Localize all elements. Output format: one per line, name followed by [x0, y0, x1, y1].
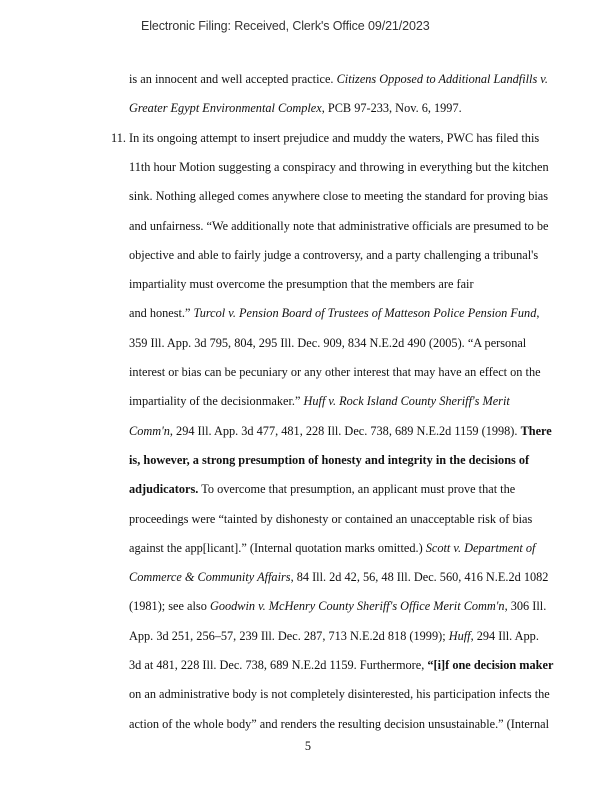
- paragraph-11-line: [129, 365, 541, 380]
- paragraph-11-line: [129, 570, 548, 585]
- body-text-run: , 84 Ill. 2d 42, 56, 48 Ill. Dec. 560, 416 N.E.2d 1082: [290, 570, 549, 585]
- paragraph-11-line: [129, 599, 546, 614]
- body-text-run: ,: [536, 306, 540, 321]
- citation-text: Commerce & Community Affairs: [129, 570, 291, 585]
- body-text-run: objective and able to fairly judge a controversy, and a party challenging a tribunal's: [129, 247, 539, 262]
- emphasis-text: adjudicators.: [129, 482, 199, 497]
- paragraph-11-line: [129, 424, 552, 439]
- body-text-run: , 306 Ill.: [504, 599, 547, 614]
- body-text-run: 3d at 481, 228 Ill. Dec. 738, 689 N.E.2d 1159. Furthermore,: [129, 658, 428, 672]
- paragraph-11-line: [129, 658, 553, 673]
- paragraph-11-line: [129, 189, 548, 204]
- paragraph-11-line: [129, 160, 549, 175]
- paragraph-number: 11.: [111, 130, 126, 145]
- body-text-run: against the app[licant].” (Internal quotation marks omitted.): [129, 540, 426, 555]
- body-text-run: In its ongoing attempt to insert prejudice and muddy the waters, PWC has filed this: [129, 130, 540, 145]
- body-text-run: interest or bias can be pecuniary or any other interest that may have an effect on the: [129, 365, 541, 379]
- body-text-run: is an innocent and well accepted practice.: [129, 72, 337, 86]
- paragraph-11-line: [129, 219, 548, 234]
- body-text-run: action of the whole body” and renders the resulting decision unsustainable.” (Internal: [129, 716, 550, 731]
- paragraph-11-line: [129, 512, 532, 527]
- citation-text: Comm'n: [129, 423, 170, 438]
- emphasis-text: “[i]f one decision maker: [427, 658, 554, 672]
- paragraph-11-line: [129, 717, 549, 732]
- body-text-run: impartiality must overcome the presumption that the members are fair: [129, 277, 474, 292]
- citation-text: Goodwin v. McHenry County Sheriff's Office Merit Comm'n: [209, 599, 505, 614]
- citation-text: Huff v. Rock Island County Sheriff's Merit: [303, 394, 510, 409]
- body-text-run: on an administrative body is not completely disinterested, his participation infects the: [129, 687, 550, 702]
- body-text-run: impartiality of the decisionmaker.”: [129, 394, 304, 409]
- body-text-run: proceedings were “tainted by dishonesty or contained an unacceptable risk of bias: [129, 511, 533, 526]
- paragraph-11-line: [129, 277, 474, 292]
- page-number: 5: [304, 739, 312, 753]
- body-text-run: App. 3d 251, 256–57, 239 Ill. Dec. 287, 713 N.E.2d 818 (1999);: [129, 628, 449, 643]
- body-text-run: 11th hour Motion suggesting a conspiracy and throwing in everything but the kitchen: [129, 159, 549, 174]
- body-text-run: sink. Nothing alleged comes anywhere close to meeting the standard for proving bias: [129, 189, 549, 204]
- citation-text: Huff: [448, 628, 471, 643]
- citation-text: Scott v. Department of: [425, 540, 536, 555]
- paragraph-11-line: [129, 131, 539, 146]
- paragraph-11-line: [129, 394, 510, 409]
- electronic-filing-header: Electronic Filing: Received, Clerk's Office 09/21/2023: [141, 19, 430, 33]
- paragraph-11-line: [129, 453, 529, 468]
- body-text-run: and honest.”: [129, 306, 194, 321]
- emphasis-text: is, however, a strong presumption of honesty and integrity in the decisions of: [129, 452, 530, 467]
- paragraph-11-line: [129, 248, 538, 263]
- paragraph-11-line: [129, 306, 539, 321]
- paragraph-11-line: [129, 482, 515, 497]
- body-text-run: , 294 Ill. App.: [470, 628, 539, 643]
- body-text-run: , PCB 97-233, Nov. 6, 1997.: [321, 101, 462, 116]
- paragraph-11-line: [129, 541, 535, 556]
- body-text-run: (1981); see also: [129, 599, 210, 614]
- paragraph-10-line: [129, 101, 462, 116]
- paragraph-11-line: [129, 629, 539, 644]
- emphasis-text: There: [520, 423, 552, 438]
- body-text-run: 359 Ill. App. 3d 795, 804, 295 Ill. Dec. 909, 834 N.E.2d 490 (2005). “A personal: [129, 335, 527, 350]
- body-text-run: and unfairness. “We additionally note that administrative officials are presumed to be: [129, 218, 549, 233]
- paragraph-11-line: [129, 687, 550, 702]
- citation-text: Greater Egypt Environmental Complex: [129, 101, 322, 116]
- paragraph-10-line: [129, 72, 548, 87]
- citation-text: Turcol v. Pension Board of Trustees of Matteson Police Pension Fund: [193, 306, 537, 321]
- paragraph-11-line: [129, 336, 526, 351]
- body-text-run: , 294 Ill. App. 3d 477, 481, 228 Ill. Dec. 738, 689 N.E.2d 1159 (1998).: [169, 423, 521, 438]
- body-text-run: To overcome that presumption, an applicant must prove that the: [198, 482, 516, 497]
- citation-text: Citizens Opposed to Additional Landfills v.: [336, 72, 548, 86]
